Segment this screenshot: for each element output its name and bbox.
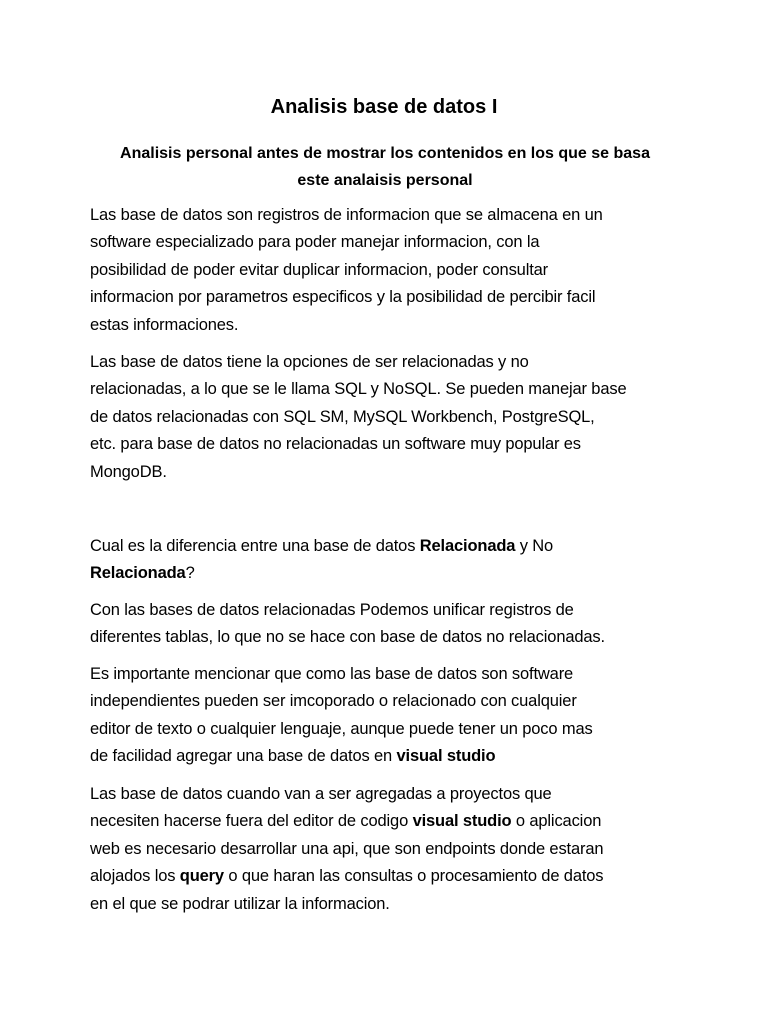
paragraph-line — [90, 560, 690, 587]
paragraph-definition — [90, 202, 690, 339]
paragraph-line: Es importante mencionar que como las base de datos son software — [90, 665, 574, 683]
paragraph-line: Las base de datos son registros de informacion que se almacena en un — [90, 206, 603, 224]
paragraph-line — [90, 863, 690, 890]
paragraph-sql-nosql — [90, 349, 690, 486]
paragraph-question — [90, 533, 690, 588]
subtitle-line: Analisis personal antes de mostrar los contenidos en los que se basa — [120, 145, 650, 162]
paragraph-line — [90, 743, 690, 770]
paragraph-line: Con las bases de datos relacionadas Podemos unificar registros de — [90, 601, 574, 619]
text-run: de facilidad agregar una base de datos en — [90, 747, 397, 766]
bold-term: query — [179, 867, 224, 886]
text-run: alojados los — [90, 867, 180, 886]
paragraph-line: informacion por parametros especificos y la posibilidad de percibir facil — [90, 288, 596, 307]
subtitle-line: este analaisis personal — [297, 172, 473, 189]
paragraph-api — [90, 781, 690, 918]
bold-term: Relacionada — [419, 537, 516, 555]
text-run: o aplicacion — [511, 812, 602, 831]
paragraph-line: relacionadas, a lo que se le llama SQL y NoSQL. Se pueden manejar base — [90, 380, 627, 399]
paragraph-line: Las base de datos tiene la opciones de ser relacionadas y no — [90, 353, 529, 371]
bold-term: Relacionada — [90, 564, 186, 583]
paragraph-integration — [90, 661, 690, 771]
paragraph-line: MongoDB. — [90, 462, 167, 481]
paragraph-line — [90, 533, 690, 560]
paragraph-line: en el que se podrar utilizar la informacion. — [90, 894, 390, 913]
paragraph-line: estas informaciones. — [90, 315, 239, 334]
text-run: o que haran las consultas o procesamiento de datos — [223, 867, 604, 886]
paragraph-line: web es necesario desarrollar una api, que son endpoints donde estaran — [90, 839, 604, 858]
paragraph-line: software especializado para poder manejar informacion, con la — [90, 233, 540, 252]
paragraph-line: diferentes tablas, lo que no se hace con base de datos no relacionadas. — [90, 628, 605, 647]
paragraph-line: independientes pueden ser imcoporado o relacionado con cualquier — [90, 692, 577, 711]
paragraph-line — [90, 808, 690, 835]
paragraph-line: de datos relacionadas con SQL SM, MySQL Workbench, PostgreSQL, — [90, 407, 595, 426]
text-run: ? — [185, 564, 195, 583]
document-title: Analisis base de datos I — [270, 96, 498, 118]
bold-term: visual studio — [412, 812, 512, 831]
paragraph-line: posibilidad de poder evitar duplicar informacion, poder consultar — [90, 260, 549, 279]
paragraph-line: editor de texto o cualquier lenguaje, aunque puede tener un poco mas — [90, 719, 593, 738]
paragraph-line: etc. para base de datos no relacionadas un software muy popular es — [90, 435, 581, 454]
bold-term: visual studio — [396, 747, 496, 766]
document-subtitle — [90, 140, 680, 194]
paragraph-line: Las base de datos cuando van a ser agregadas a proyectos que — [90, 785, 552, 803]
text-run: Cual es la diferencia entre una base de datos — [90, 537, 420, 555]
text-run: necesiten hacerse fuera del editor de codigo — [90, 812, 413, 831]
paragraph-answer — [90, 597, 690, 652]
text-run: y No — [515, 537, 554, 555]
